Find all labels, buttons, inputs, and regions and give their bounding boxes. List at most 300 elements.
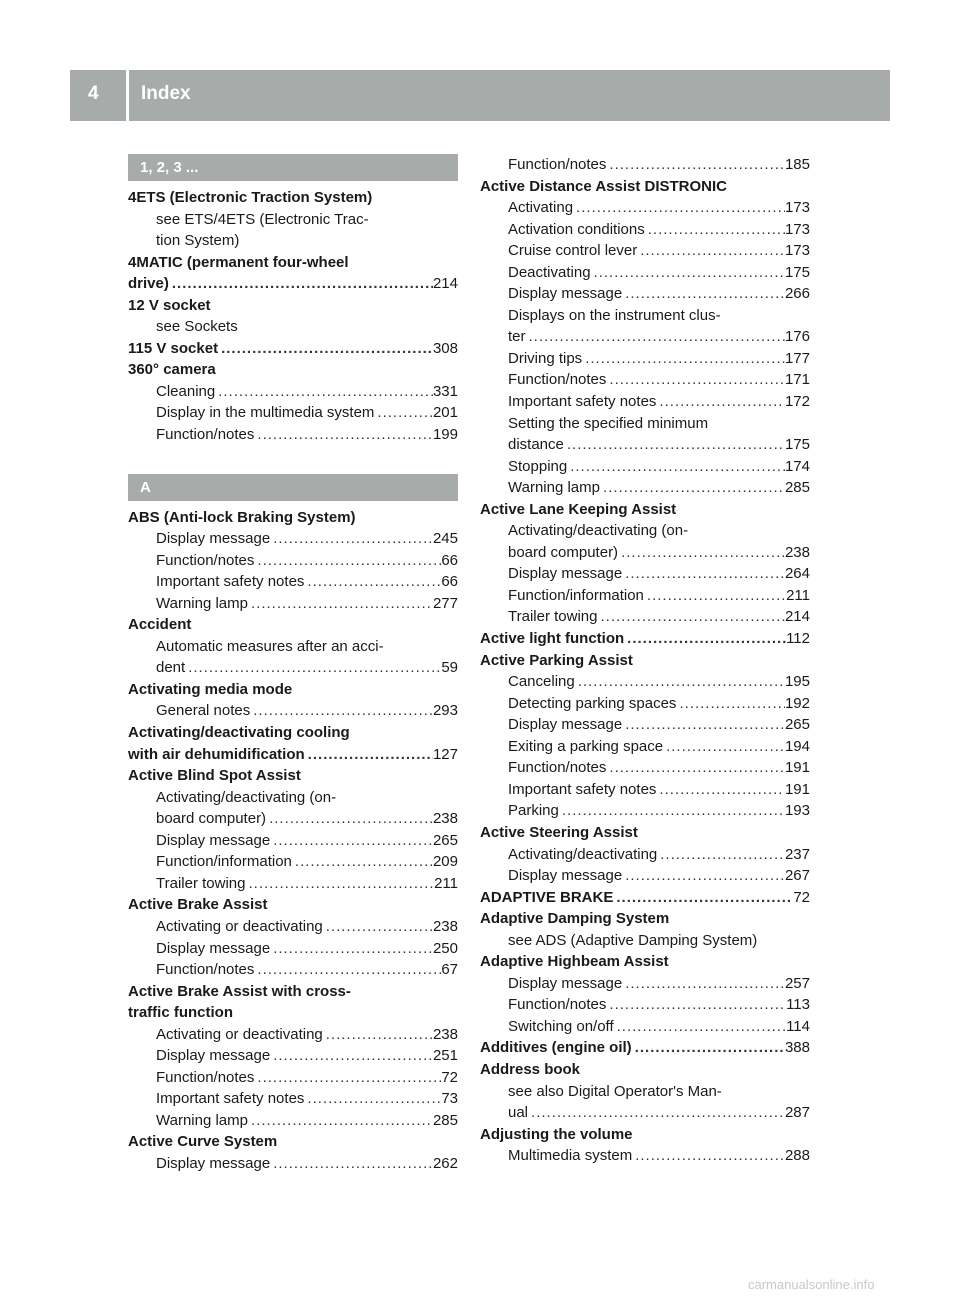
entry-text: Detecting parking spaces [508, 694, 677, 712]
entry-text: Active Curve System [128, 1133, 278, 1151]
entry-text: Function/notes [508, 759, 607, 777]
page-ref: 201 [432, 404, 458, 422]
index-entry [128, 273, 458, 295]
page-ref: 250 [432, 939, 458, 957]
page-ref: 288 [784, 1147, 810, 1165]
index-subentry [128, 787, 458, 809]
index-subentry [480, 326, 810, 348]
entry-text: Display message [508, 716, 623, 734]
dot-leader [656, 391, 785, 413]
index-subentry [480, 994, 810, 1016]
page-ref: 171 [784, 371, 810, 389]
page-ref: 177 [784, 349, 810, 367]
entry-text: Function/notes [156, 1068, 255, 1086]
index-subentry [480, 197, 810, 219]
index-subentry [480, 585, 810, 607]
entry-text: Deactivating [508, 263, 591, 281]
dot-leader [575, 671, 785, 693]
index-subentry [128, 808, 458, 830]
index-subentry [128, 571, 458, 593]
index-entry [128, 1002, 458, 1024]
page-ref: 176 [784, 328, 810, 346]
page-ref: 174 [784, 457, 810, 475]
entry-text: Function/notes [156, 551, 255, 569]
index-subentry [128, 209, 458, 231]
page-ref: 331 [432, 382, 458, 400]
page-ref: 66 [441, 551, 458, 569]
entry-text: 4MATIC (permanent four-wheel [128, 253, 349, 271]
page-ref: 185 [784, 156, 810, 173]
index-entry [480, 628, 810, 650]
page-ref: 173 [784, 242, 810, 260]
dot-leader [248, 593, 433, 615]
index-subentry [480, 563, 810, 585]
dot-leader [622, 865, 785, 887]
entry-text: Address book [480, 1060, 581, 1078]
page-ref: 264 [784, 565, 810, 583]
entry-text: Function/notes [156, 426, 255, 444]
page-ref: 238 [432, 917, 458, 935]
page-ref: 277 [432, 594, 458, 612]
section-heading: A [128, 474, 458, 501]
index-entry [128, 338, 458, 360]
page-ref: 114 [786, 1017, 810, 1035]
page-ref: 251 [432, 1047, 458, 1065]
entry-text: Exiting a parking space [508, 737, 664, 755]
page-ref: 193 [784, 802, 810, 820]
dot-leader [614, 1016, 786, 1038]
index-subentry [128, 550, 458, 572]
index-entry [480, 908, 810, 930]
entry-text: Setting the specified minimum [508, 414, 709, 432]
index-entry [128, 187, 458, 209]
section-heading: 1, 2, 3 ... [128, 154, 458, 181]
index-subentry [128, 1110, 458, 1132]
index-entry [480, 822, 810, 844]
dot-leader [606, 369, 785, 391]
page-ref: 175 [784, 436, 810, 454]
entry-text: 4ETS (Electronic Traction System) [128, 189, 373, 206]
entry-text: Adaptive Highbeam Assist [480, 953, 669, 971]
page-ref: 195 [784, 673, 810, 691]
dot-leader [254, 550, 441, 572]
dot-leader [528, 1102, 785, 1124]
index-subentry [480, 1081, 810, 1103]
entry-text: Display in the multimedia system [156, 404, 375, 422]
page-ref: 199 [432, 426, 458, 444]
entry-text: Function/notes [156, 961, 255, 979]
index-subentry [128, 636, 458, 658]
entry-text: Active Lane Keeping Assist [480, 500, 677, 518]
entry-text: Important safety notes [156, 1090, 305, 1108]
index-entry [480, 951, 810, 973]
entry-text: dent [156, 659, 186, 677]
page-ref: 265 [432, 831, 458, 849]
page-ref: 175 [784, 263, 810, 281]
dot-leader [304, 1088, 441, 1110]
index-entry [128, 744, 458, 766]
dot-leader [573, 197, 785, 219]
index-subentry [128, 916, 458, 938]
entry-text: ual [508, 1104, 529, 1122]
page-ref: 308 [432, 339, 458, 357]
dot-leader [591, 262, 785, 284]
dot-leader [270, 938, 433, 960]
page-ref: 237 [784, 845, 810, 863]
dot-leader [622, 283, 785, 305]
index-entry [480, 1124, 810, 1146]
dot-leader [597, 606, 784, 628]
entry-text: Active Distance Assist DISTRONIC [480, 177, 728, 195]
dot-leader [305, 744, 433, 766]
page-ref: 173 [784, 220, 810, 238]
page-ref: 285 [784, 479, 810, 497]
dot-leader [270, 1045, 433, 1067]
entry-text: Active Brake Assist with cross- [128, 982, 351, 1000]
index-subentry [480, 391, 810, 413]
index-column-right [480, 154, 810, 1167]
dot-leader [215, 381, 433, 403]
page-ref: 67 [441, 961, 458, 979]
index-subentry [480, 240, 810, 262]
entry-text: Activating/deactivating cooling [128, 724, 350, 742]
page-ref: 293 [432, 702, 458, 720]
index-entry [128, 765, 458, 787]
page-ref: 285 [432, 1111, 458, 1129]
header-divider [126, 70, 129, 121]
page-ref: 388 [784, 1039, 810, 1057]
dot-leader [606, 757, 785, 779]
entry-text: Cruise control lever [508, 242, 638, 260]
entry-text: Activating or deactivating [156, 1025, 323, 1043]
entry-text: drive) [128, 275, 169, 293]
index-subentry [480, 714, 810, 736]
entry-text: Multimedia system [508, 1147, 633, 1165]
index-entry [128, 894, 458, 916]
index-column-left [128, 154, 458, 1175]
index-subentry [480, 757, 810, 779]
dot-leader [613, 887, 793, 909]
page-ref: 214 [432, 275, 458, 293]
dot-leader [663, 736, 785, 758]
page-ref: 211 [786, 586, 810, 604]
dot-leader [567, 456, 785, 478]
entry-text: Activating/deactivating [508, 845, 658, 863]
entry-text: Display message [156, 1154, 271, 1172]
dot-leader [254, 959, 441, 981]
entry-text: Activating/deactivating (on- [508, 522, 689, 540]
entry-text: Activating or deactivating [156, 917, 323, 935]
dot-leader [248, 1110, 433, 1132]
entry-text: Function/information [508, 586, 644, 604]
entry-text: Important safety notes [156, 573, 305, 591]
dot-leader [323, 1024, 433, 1046]
entry-text: Active Parking Assist [480, 651, 633, 669]
entry-text: Display message [156, 939, 271, 957]
page-ref: 73 [441, 1090, 458, 1108]
dot-leader [644, 585, 786, 607]
entry-text: see Sockets [156, 318, 238, 336]
page-header [70, 70, 890, 121]
index-subentry [480, 434, 810, 456]
dot-leader [606, 994, 786, 1016]
dot-leader [185, 657, 441, 679]
index-subentry [480, 262, 810, 284]
index-subentry [128, 830, 458, 852]
page-number: 4 [88, 83, 99, 104]
entry-text: Parking [508, 802, 559, 820]
dot-leader [632, 1037, 785, 1059]
dot-leader [559, 800, 785, 822]
page-ref: 211 [434, 874, 458, 892]
index-entry [128, 507, 458, 529]
entry-text: Adaptive Damping System [480, 910, 670, 928]
index-subentry [480, 456, 810, 478]
entry-text: Automatic measures after an acci- [156, 637, 384, 655]
entry-text: Warning lamp [156, 1111, 248, 1129]
index-subentry [480, 413, 810, 435]
entry-text: Active light function [480, 630, 625, 648]
entry-text: Display message [156, 530, 271, 548]
index-subentry [128, 402, 458, 424]
dot-leader [624, 628, 786, 650]
entry-text: see ETS/4ETS (Electronic Trac- [156, 210, 369, 228]
entry-text: 115 V socket [128, 339, 219, 357]
entry-text: ADAPTIVE BRAKE [480, 888, 614, 906]
entry-text: Canceling [508, 673, 575, 691]
page-ref: 214 [784, 608, 810, 626]
dot-leader [622, 714, 785, 736]
dot-leader [304, 571, 441, 593]
dot-leader [632, 1145, 785, 1167]
index-subentry [128, 424, 458, 446]
index-entry [480, 1059, 810, 1081]
index-subentry [480, 477, 810, 499]
page-ref: 238 [784, 543, 810, 561]
index-subentry [128, 1088, 458, 1110]
index-subentry [128, 1045, 458, 1067]
dot-leader [266, 808, 433, 830]
page-ref: 257 [784, 974, 810, 992]
index-entry [128, 722, 458, 744]
dot-leader [622, 973, 785, 995]
entry-text: see ADS (Adaptive Damping System) [508, 931, 758, 949]
entry-text: Trailer towing [156, 874, 246, 892]
index-subentry [480, 154, 810, 176]
page-ref: 112 [786, 630, 810, 648]
entry-text: Switching on/off [508, 1017, 614, 1035]
index-subentry [480, 671, 810, 693]
page-ref: 66 [441, 573, 458, 591]
entry-text: Stopping [508, 457, 568, 475]
entry-text: 360° camera [128, 361, 216, 379]
entry-text: board computer) [508, 543, 619, 561]
entry-text: tion System) [156, 232, 240, 250]
entry-text: board computer) [156, 810, 267, 828]
index-subentry [128, 700, 458, 722]
entry-text: ABS (Anti-lock Braking System) [128, 508, 356, 526]
entry-text: Activation conditions [508, 220, 645, 238]
index-subentry [480, 973, 810, 995]
index-subentry [480, 800, 810, 822]
index-subentry [480, 369, 810, 391]
entry-text: Displays on the instrument clus- [508, 306, 721, 324]
entry-text: traffic function [128, 1004, 233, 1022]
dot-leader [254, 1067, 441, 1089]
index-entry [128, 1131, 458, 1153]
page-ref: 191 [784, 759, 810, 777]
entry-text: Activating/deactivating (on- [156, 788, 337, 806]
entry-text: with air dehumidification [128, 745, 305, 763]
index-subentry [128, 1024, 458, 1046]
entry-text: ter [508, 328, 526, 346]
entry-text: Accident [128, 616, 192, 634]
page-ref: 238 [432, 810, 458, 828]
page-ref: 265 [784, 716, 810, 734]
entry-text: General notes [156, 702, 251, 720]
page-ref: 173 [784, 199, 810, 217]
index-subentry [128, 316, 458, 338]
index-subentry [128, 851, 458, 873]
entry-text: Activating media mode [128, 680, 293, 698]
entry-text: Driving tips [508, 349, 583, 367]
index-entry [480, 1037, 810, 1059]
index-subentry [128, 381, 458, 403]
entry-text: Important safety notes [508, 780, 657, 798]
index-entry [128, 252, 458, 274]
index-subentry [480, 1102, 810, 1124]
entry-text: Activating [508, 199, 574, 217]
page-ref: 191 [784, 780, 810, 798]
page-ref: 113 [786, 996, 810, 1014]
index-subentry [128, 959, 458, 981]
page-ref: 72 [793, 888, 810, 906]
index-subentry [480, 736, 810, 758]
index-subentry [480, 283, 810, 305]
dot-leader [245, 873, 434, 895]
index-subentry [128, 938, 458, 960]
dot-leader [618, 542, 785, 564]
index-subentry [480, 844, 810, 866]
dot-leader [250, 700, 433, 722]
index-entry [128, 359, 458, 381]
index-subentry [480, 779, 810, 801]
index-subentry [480, 348, 810, 370]
entry-text: Function/information [156, 853, 292, 871]
page-ref: 287 [784, 1104, 810, 1122]
index-subentry [480, 305, 810, 327]
dot-leader [637, 240, 785, 262]
page-ref: 266 [784, 285, 810, 303]
page-ref: 245 [432, 530, 458, 548]
entry-text: Display message [508, 867, 623, 885]
dot-leader [645, 219, 785, 241]
page-ref: 127 [432, 745, 458, 763]
dot-leader [582, 348, 785, 370]
dot-leader [606, 154, 785, 176]
entry-text: Trailer towing [508, 608, 598, 626]
entry-text: Adjusting the volume [480, 1125, 633, 1143]
index-subentry [480, 693, 810, 715]
dot-leader [374, 402, 433, 424]
page-ref: 194 [784, 737, 810, 755]
dot-leader [169, 273, 433, 295]
entry-text: Function/notes [508, 996, 607, 1014]
index-subentry [480, 219, 810, 241]
index-subentry [480, 606, 810, 628]
dot-leader [270, 528, 433, 550]
entry-text: Active Brake Assist [128, 896, 268, 914]
index-entry [128, 614, 458, 636]
page-ref: 172 [784, 393, 810, 411]
page-ref: 59 [441, 659, 458, 677]
index-entry [128, 295, 458, 317]
entry-text: Important safety notes [508, 393, 657, 411]
entry-text: Warning lamp [508, 479, 600, 497]
page-ref: 192 [784, 694, 810, 712]
page-ref: 209 [432, 853, 458, 871]
dot-leader [292, 851, 433, 873]
entry-text: distance [508, 436, 564, 454]
index-subentry [480, 542, 810, 564]
entry-text: Warning lamp [156, 594, 248, 612]
entry-text: Function/notes [508, 156, 607, 173]
index-subentry [128, 528, 458, 550]
dot-leader [564, 434, 785, 456]
index-subentry [480, 865, 810, 887]
entry-text: Display message [508, 565, 623, 583]
dot-leader [323, 916, 433, 938]
index-subentry [128, 873, 458, 895]
index-subentry [480, 1145, 810, 1167]
dot-leader [656, 779, 785, 801]
page-ref: 262 [432, 1154, 458, 1172]
dot-leader [218, 338, 433, 360]
index-entry [480, 887, 810, 909]
index-subentry [480, 1016, 810, 1038]
index-entry [128, 679, 458, 701]
index-subentry [128, 1153, 458, 1175]
page-ref: 72 [441, 1068, 458, 1086]
entry-text: Additives (engine oil) [480, 1039, 632, 1057]
entry-text: Display message [156, 831, 271, 849]
entry-text: Active Steering Assist [480, 823, 638, 841]
page-title: Index [141, 83, 191, 104]
index-subentry [128, 230, 458, 252]
index-subentry [480, 520, 810, 542]
entry-text: 12 V socket [128, 296, 211, 314]
dot-leader [270, 1153, 433, 1175]
index-subentry [480, 930, 810, 952]
dot-leader [270, 830, 433, 852]
watermark: carmanualsonline.info [748, 1277, 875, 1292]
dot-leader [600, 477, 785, 499]
index-entry [480, 650, 810, 672]
index-subentry [128, 1067, 458, 1089]
entry-text: Active Blind Spot Assist [128, 767, 301, 785]
index-entry [480, 176, 810, 198]
dot-leader [622, 563, 785, 585]
entry-text: Function/notes [508, 371, 607, 389]
index-entry [480, 499, 810, 521]
index-subentry [128, 593, 458, 615]
entry-text: Display message [508, 974, 623, 992]
entry-text: see also Digital Operator's Man- [508, 1082, 722, 1100]
dot-leader [657, 844, 785, 866]
index-entry [128, 981, 458, 1003]
entry-text: Display message [156, 1047, 271, 1065]
dot-leader [676, 693, 785, 715]
